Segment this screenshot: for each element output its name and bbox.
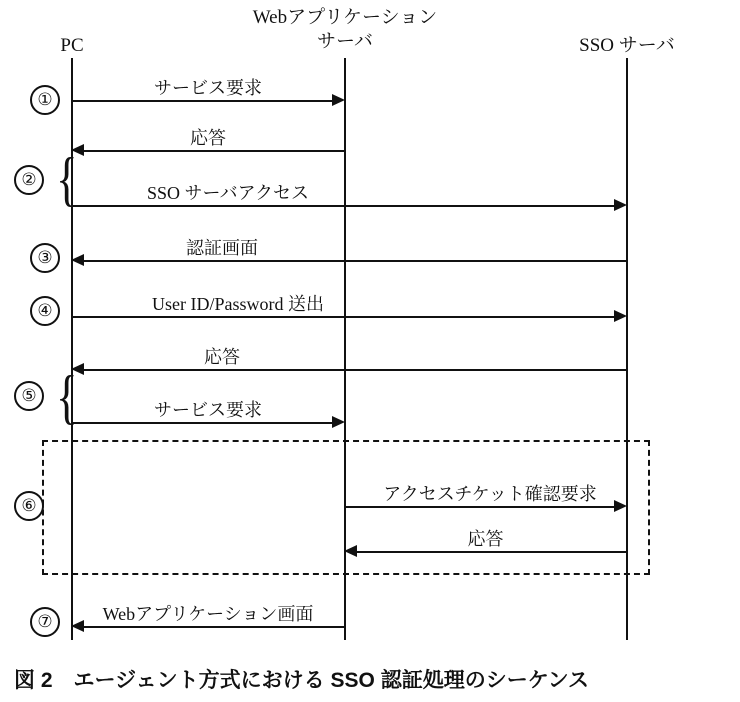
step-number-2: ②: [14, 165, 44, 195]
figure-caption: 図 2 エージェント方式における SSO 認証処理のシーケンス: [14, 669, 590, 692]
message-label-auth-screen: 認証画面: [186, 238, 258, 258]
arrowhead-right-icon: [614, 199, 627, 211]
lifeline-label-pc: PC: [60, 35, 84, 56]
message-line-auth-screen: [84, 260, 626, 262]
arrowhead-left-icon: [71, 620, 84, 632]
message-line-access-ticket-confirm-request: [345, 506, 614, 508]
arrowhead-right-icon: [332, 416, 345, 428]
step-number-1: ①: [30, 85, 60, 115]
message-label-service-request-2: サービス要求: [154, 400, 262, 420]
arrowhead-right-icon: [614, 500, 627, 512]
step-number-5: ⑤: [14, 381, 44, 411]
message-label-sso-server-access: SSO サーバアクセス: [146, 183, 310, 203]
message-label-service-request-1: サービス要求: [154, 78, 262, 98]
lifeline-label-web-app-server: Webアプリケーション サーバ: [252, 7, 438, 52]
message-label-access-ticket-confirm-request: アクセスチケット確認要求: [383, 484, 597, 504]
message-label-response-3: 応答: [467, 529, 504, 549]
step-number-3: ③: [30, 243, 60, 273]
arrowhead-right-icon: [332, 94, 345, 106]
arrowhead-left-icon: [71, 363, 84, 375]
arrowhead-left-icon: [71, 144, 84, 156]
arrowhead-left-icon: [71, 254, 84, 266]
message-label-response-2: 応答: [204, 347, 240, 367]
message-label-userid-password-send: User ID/Password 送出: [152, 294, 324, 314]
message-label-web-app-screen: Webアプリケーション画面: [102, 604, 314, 624]
message-line-sso-server-access: [72, 205, 614, 207]
lifeline-label-sso-server: SSO サーバ: [579, 35, 675, 56]
message-line-response-2: [84, 369, 626, 371]
arrowhead-left-icon: [344, 545, 357, 557]
message-line-service-request-1: [72, 100, 332, 102]
message-line-service-request-2: [72, 422, 332, 424]
message-line-response-3: [357, 551, 626, 553]
step-number-4: ④: [30, 296, 60, 326]
message-line-web-app-screen: [84, 626, 344, 628]
message-label-response-1: 応答: [190, 128, 226, 148]
step-number-7: ⑦: [30, 607, 60, 637]
brace-step-2: {: [56, 146, 78, 212]
brace-step-5: {: [56, 364, 78, 430]
step-number-6: ⑥: [14, 491, 44, 521]
message-line-response-1: [84, 150, 344, 152]
arrowhead-right-icon: [614, 310, 627, 322]
message-line-userid-password-send: [72, 316, 614, 318]
